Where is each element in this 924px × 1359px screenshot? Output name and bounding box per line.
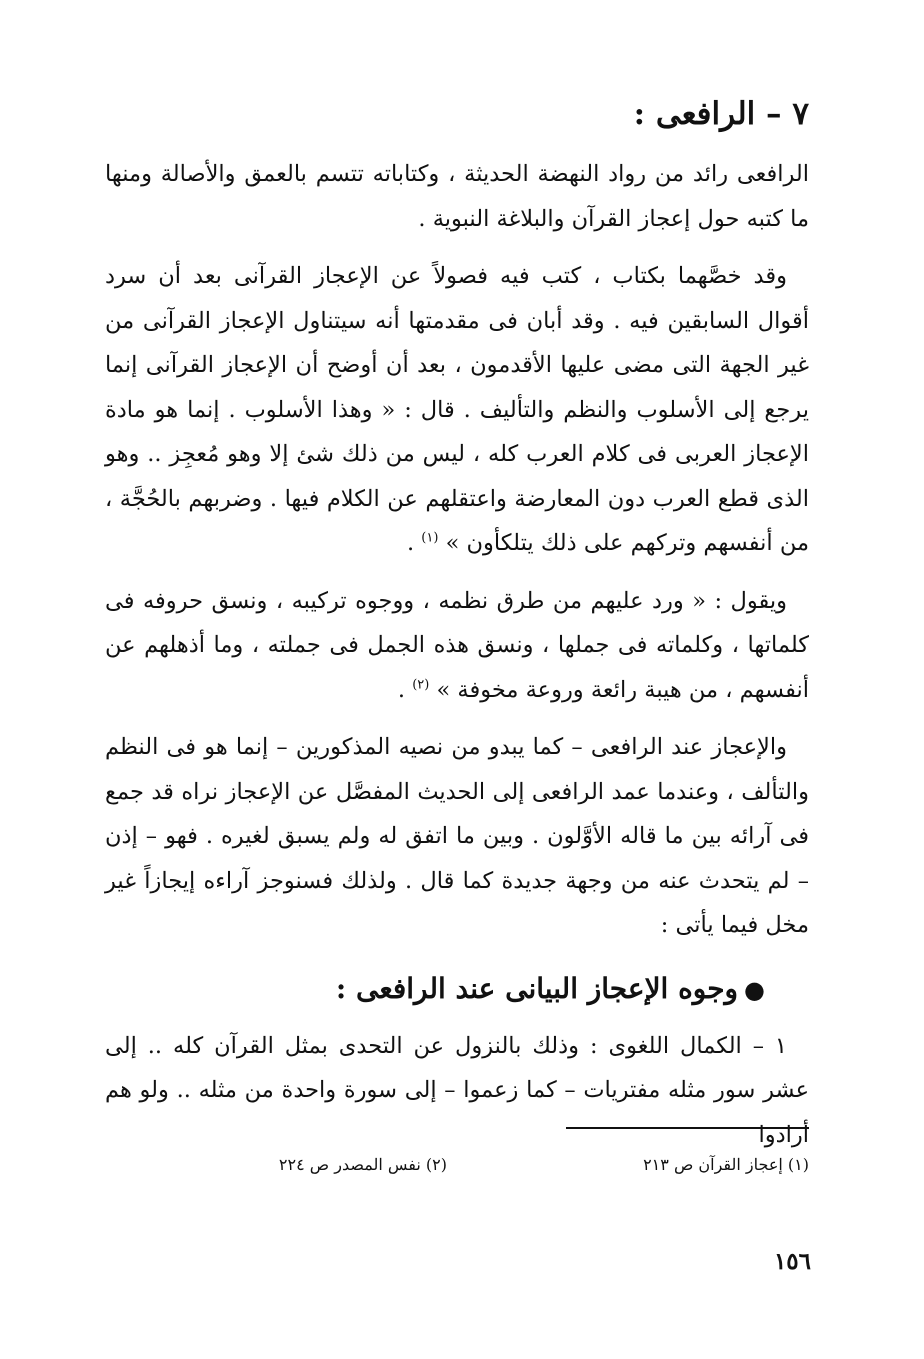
footnote-divider xyxy=(566,1127,809,1129)
body-text xyxy=(105,152,809,1170)
subheading-text: وجوه الإعجاز البيانى عند الرافعى : xyxy=(335,971,739,1005)
paragraph-5: ١ – الكمال اللغوى : وذلك بالنزول عن التحدى بمثل القرآن كله .. إلى عشر سور مثله مفتريات – كما زعموا – إلى سورة واحدة من مثله .. ولو هم أرادوا xyxy=(105,1032,809,1148)
footnote-2: (٢) نفس المصدر ص ٢٢٤ xyxy=(278,1155,447,1174)
footnote-ref-1: (١) xyxy=(421,530,439,546)
paragraph-4: والإعجاز عند الرافعى – كما يبدو من نصيه المذكورين – إنما هو فى النظم والتألف ، وعندما عمد الرافعى إلى الحديث المفصَّل عن الإعجاز نراه قد جمع فى آرائه بين ما قاله الأوَّلون . وبين ما اتفق له ولم يسبق لغيره . فهو – إذن – لم يتحدث عنه من وجهة جديدة كما قال . ولذلك فسنوجز آراءه إيجازاً غير مخل فيما يأتى : xyxy=(105,734,809,938)
page-number: ١٥٦ xyxy=(773,1248,811,1275)
paragraph-2-end: . xyxy=(406,530,415,556)
paragraph-1: الرافعى رائد من رواد النهضة الحديثة ، وكتاباته تتسم بالعمق والأصالة ومنها ما كتبه حول إعجاز القرآن والبلاغة النبوية . xyxy=(105,161,809,232)
subheading xyxy=(105,961,765,1018)
paragraph-2 xyxy=(105,254,809,566)
section-heading: ٧ – الرافعى : xyxy=(633,96,809,132)
paragraph-3-text: ويقول : « ورد عليهم من طرق نظمه ، ووجوه تركيبه ، ونسق حروفه فى كلماتها ، وكلماته فى جملها ، ونسق هذه الجمل فى جملته ، وما أذهلهم عن أنفسهم ، من هيبة رائعة وروعة مخوفة » xyxy=(105,587,809,703)
paragraph-3-end: . xyxy=(397,676,406,703)
footnote-1: (١) إعجاز القرآن ص ٢١٣ xyxy=(643,1155,809,1174)
paragraph-2-text: وقد خصَّهما بكتاب ، كتب فيه فصولاً عن الإعجاز القرآنى بعد أن سرد أقوال السابقين فيه . وقد أبان فى مقدمتها أنه سيتناول الإعجاز القرآنى من غير الجهة التى مضى عليها الأقدمون ، بعد أن أوضح أن الإعجاز القرآنى إنما يرجع إلى الأسلوب والنظم والتأليف . قال : « وهذا الأسلوب . إنما هو مادة الإعجاز العربى فى كلام العرب كله ، ليس من ذلك شئ إلا وهو مُعجِز .. وهو الذى قطع العرب دون المعارضة واعتقلهم عن الكلام فيها . وضربهم بالحُجَّة ، من أنفسهم وتركهم على ذلك يتلكأون » xyxy=(105,263,809,556)
bullet-icon: ● xyxy=(744,974,765,1004)
paragraph-3 xyxy=(105,579,809,713)
footnote-ref-2: (٢) xyxy=(412,677,430,692)
